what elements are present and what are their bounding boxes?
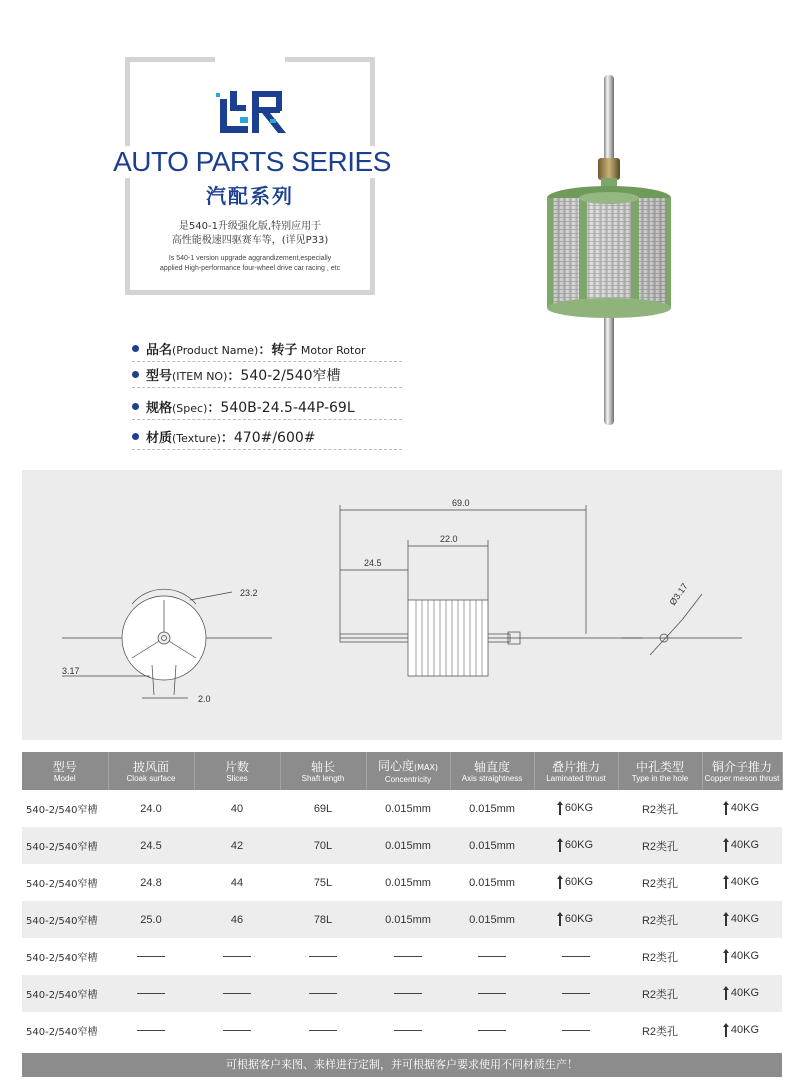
table-cell <box>534 901 618 938</box>
thrust-arrow-icon <box>559 914 561 926</box>
spec-key-en: (Product Name) <box>172 344 259 357</box>
table-cell <box>450 1012 534 1049</box>
description-cn-line: 高性能极速四驱赛车等，(详见P33) <box>171 235 329 246</box>
empty-dash-icon <box>394 1030 422 1031</box>
table-cell <box>108 975 194 1012</box>
spec-separator: ： <box>220 431 234 446</box>
spec-key-en: (Texture) <box>172 432 221 445</box>
thrust-value: 40KG <box>730 839 760 852</box>
dimension-shaft-offset: 24.5 <box>364 558 382 568</box>
table-cell: 0.015mm <box>450 827 534 864</box>
thrust-value: 40KG <box>730 876 760 889</box>
table-cell: 78L <box>280 901 366 938</box>
table-cell <box>194 938 280 975</box>
thrust-value: 40KG <box>730 1024 760 1037</box>
header-cn: 片数 <box>224 759 249 774</box>
column-header-axis-straightness <box>450 752 534 790</box>
thrust-value: 60KG <box>564 839 594 852</box>
spec-product-name <box>132 336 402 362</box>
header-cn: 轴长 <box>310 759 335 774</box>
brand-logo-icon <box>214 85 290 141</box>
table-cell <box>702 827 782 864</box>
empty-dash-icon <box>478 993 506 994</box>
table-cell <box>366 1012 450 1049</box>
thrust-arrow-icon <box>725 951 727 963</box>
column-header-concentricity <box>366 752 450 790</box>
table-cell <box>534 864 618 901</box>
dimension-shaft-diameter: Ø3.17 <box>667 581 690 608</box>
spec-key-en: (Spec) <box>172 402 208 415</box>
thrust-arrow-icon <box>725 840 727 852</box>
bullet-icon <box>132 371 139 378</box>
dimension-outer-diameter: 23.2 <box>240 588 258 598</box>
empty-dash-icon <box>394 993 422 994</box>
bullet-icon <box>132 433 139 440</box>
table-cell <box>534 827 618 864</box>
table-cell: R2类孔 <box>618 827 702 864</box>
spec-specification <box>132 394 402 420</box>
table-body <box>22 790 782 1049</box>
table-cell <box>194 1012 280 1049</box>
spec-value: 540B-24.5-44P-69L <box>220 400 355 416</box>
description-cn <box>130 220 370 248</box>
table-cell: 540-2/540窄槽 <box>26 953 98 964</box>
spec-key: 品名 <box>146 343 173 358</box>
table-row <box>22 1012 782 1049</box>
spec-separator: ： <box>227 369 241 384</box>
dimension-hole-diameter: 3.17 <box>62 666 80 676</box>
motor-rotor-image <box>535 70 685 430</box>
table-cell: 540-2/540窄槽 <box>22 901 108 938</box>
column-header-slices <box>194 752 280 790</box>
header-cn: 铜介子推力 <box>711 759 772 774</box>
table-cell <box>702 864 782 901</box>
table-cell: 0.015mm <box>366 901 450 938</box>
description-en-line: Is 540-1 version upgrade aggrandizement,especially <box>168 255 332 262</box>
table-row <box>22 975 782 1012</box>
header-en: Type in the hole <box>631 773 689 783</box>
spec-item-no <box>132 362 402 388</box>
thrust-arrow-icon <box>725 988 727 1000</box>
dimension-lamination-length: 22.0 <box>440 534 458 544</box>
table-cell: R2类孔 <box>641 803 679 816</box>
description-en <box>130 254 370 274</box>
series-title-cn: 汽配系列 <box>206 184 294 208</box>
table-cell: 75L <box>313 876 333 889</box>
empty-dash-icon <box>478 1030 506 1031</box>
table-cell: 0.015mm <box>366 827 450 864</box>
table-header-row <box>22 752 782 790</box>
empty-dash-icon <box>309 993 337 994</box>
header-cn: 叠片推力 <box>551 759 600 774</box>
header-en: Cloak surface <box>126 773 176 783</box>
table-row <box>22 790 782 827</box>
table-cell <box>702 975 782 1012</box>
technical-drawing <box>22 470 782 740</box>
table-cell: 42 <box>194 827 280 864</box>
column-header-model <box>22 752 108 790</box>
table-cell <box>366 938 450 975</box>
table-cell <box>534 790 618 827</box>
dimension-total-length: 69.0 <box>452 498 470 508</box>
bullet-icon <box>132 345 139 352</box>
table-cell: 540-2/540窄槽 <box>26 805 98 816</box>
table-cell: R2类孔 <box>641 951 679 964</box>
spec-separator: ： <box>258 343 272 358</box>
thrust-value: 40KG <box>730 802 760 815</box>
thrust-value: 40KG <box>730 913 760 926</box>
spec-key: 型号 <box>146 369 173 384</box>
empty-dash-icon <box>562 1030 590 1031</box>
spec-separator: ： <box>207 401 221 416</box>
table-cell <box>280 938 366 975</box>
table-cell: 70L <box>280 827 366 864</box>
table-cell <box>108 938 194 975</box>
column-header-shaft-length <box>280 752 366 790</box>
thrust-value: 60KG <box>564 802 594 815</box>
column-header-laminated-thrust <box>534 752 618 790</box>
table-cell: 0.015mm <box>385 876 431 889</box>
header-en: Slices <box>226 773 248 783</box>
empty-dash-icon <box>478 956 506 957</box>
table-cell <box>280 1012 366 1049</box>
header-cn: 披风面 <box>132 759 169 774</box>
table-cell <box>194 975 280 1012</box>
thrust-arrow-icon <box>725 914 727 926</box>
table-cell: 25.0 <box>108 901 194 938</box>
empty-dash-icon <box>562 956 590 957</box>
thrust-arrow-icon <box>725 1025 727 1037</box>
description-cn-line: 是540-1升级强化版,特别应用于 <box>178 221 322 232</box>
table-cell: R2类孔 <box>618 901 702 938</box>
table-cell <box>366 975 450 1012</box>
table-cell: 44 <box>230 876 244 889</box>
header-en: Axis straightness <box>461 773 523 783</box>
table-cell <box>534 938 618 975</box>
empty-dash-icon <box>309 1030 337 1031</box>
header-en: Copper meson thrust <box>704 773 780 783</box>
technical-drawing-svg <box>22 470 782 740</box>
table-row <box>22 901 782 938</box>
table-row <box>22 864 782 901</box>
table-cell: 40 <box>230 802 244 815</box>
spec-value: 540-2/540窄槽 <box>240 368 341 384</box>
table-cell: 69L <box>313 802 333 815</box>
table-cell <box>534 975 618 1012</box>
empty-dash-icon <box>137 993 165 994</box>
thrust-value: 40KG <box>730 987 760 1000</box>
table-cell <box>450 975 534 1012</box>
specification-table <box>22 752 783 1049</box>
spec-key-en: (ITEM NO) <box>172 370 228 383</box>
table-cell <box>534 1012 618 1049</box>
header-cn: 中孔类型 <box>635 759 684 774</box>
table-cell <box>450 938 534 975</box>
column-header-copper-meson-thrust <box>702 752 782 790</box>
table-cell: 540-2/540窄槽 <box>26 1027 98 1038</box>
thrust-value: 60KG <box>564 913 594 926</box>
empty-dash-icon <box>137 956 165 957</box>
table-cell: 540-2/540窄槽 <box>26 879 98 890</box>
table-cell <box>108 1012 194 1049</box>
empty-dash-icon <box>223 956 251 957</box>
table-cell: R2类孔 <box>641 1025 679 1038</box>
header-cn: 型号 <box>52 759 77 774</box>
header-en: Model <box>53 773 76 783</box>
empty-dash-icon <box>562 993 590 994</box>
header-cn: 轴直度 <box>473 759 510 774</box>
spec-value: 转子 <box>271 343 298 358</box>
table-cell: 540-2/540窄槽 <box>22 827 108 864</box>
empty-dash-icon <box>309 956 337 957</box>
spec-value: 470#/600# <box>233 430 316 446</box>
table-cell <box>702 901 782 938</box>
spec-key: 规格 <box>146 401 173 416</box>
table-cell: 24.5 <box>108 827 194 864</box>
thrust-value: 60KG <box>564 876 594 889</box>
column-header-hole-type <box>618 752 702 790</box>
table-cell <box>280 975 366 1012</box>
empty-dash-icon <box>223 993 251 994</box>
header-en: Laminated thrust <box>546 773 606 783</box>
table-cell: 46 <box>194 901 280 938</box>
thrust-arrow-icon <box>725 877 727 889</box>
empty-dash-icon <box>223 1030 251 1031</box>
empty-dash-icon <box>137 1030 165 1031</box>
thrust-arrow-icon <box>559 803 561 815</box>
spec-texture <box>132 424 402 450</box>
series-title-en: AUTO PARTS SERIES <box>102 146 402 178</box>
dimension-slot-width: 2.0 <box>198 694 211 704</box>
description-en-line: applied High-performance four-wheel drive car racing , etc <box>159 265 341 272</box>
table-cell <box>702 938 782 975</box>
thrust-arrow-icon <box>559 840 561 852</box>
bullet-icon <box>132 403 139 410</box>
table-cell <box>702 790 782 827</box>
thrust-arrow-icon <box>725 803 727 815</box>
header-en: Concentricity <box>384 774 432 784</box>
table-cell: 0.015mm <box>469 802 515 815</box>
thrust-value: 40KG <box>730 950 760 963</box>
thrust-arrow-icon <box>559 877 561 889</box>
table-row <box>22 827 782 864</box>
table-cell: 0.015mm <box>385 802 431 815</box>
table-cell: R2类孔 <box>641 877 679 890</box>
footer-note: 可根据客户来图、来样进行定制，并可根据客户要求使用不同材质生产！ <box>22 1053 782 1077</box>
empty-dash-icon <box>394 956 422 957</box>
header-en: Shaft length <box>301 773 345 783</box>
header-cn: 同心度 <box>377 758 414 773</box>
table-cell: 0.015mm <box>469 876 515 889</box>
table-cell: 540-2/540窄槽 <box>22 975 108 1012</box>
table-row <box>22 938 782 975</box>
table-cell: R2类孔 <box>618 975 702 1012</box>
spec-key: 材质 <box>146 431 173 446</box>
column-header-cloak-surface <box>108 752 194 790</box>
table-cell: 0.015mm <box>450 901 534 938</box>
table-cell: 24.0 <box>140 802 162 815</box>
table-cell: 24.8 <box>140 876 162 889</box>
table-cell <box>702 1012 782 1049</box>
header-cn-small: (MAX) <box>413 762 439 772</box>
spec-value-en: Motor Rotor <box>297 344 366 357</box>
